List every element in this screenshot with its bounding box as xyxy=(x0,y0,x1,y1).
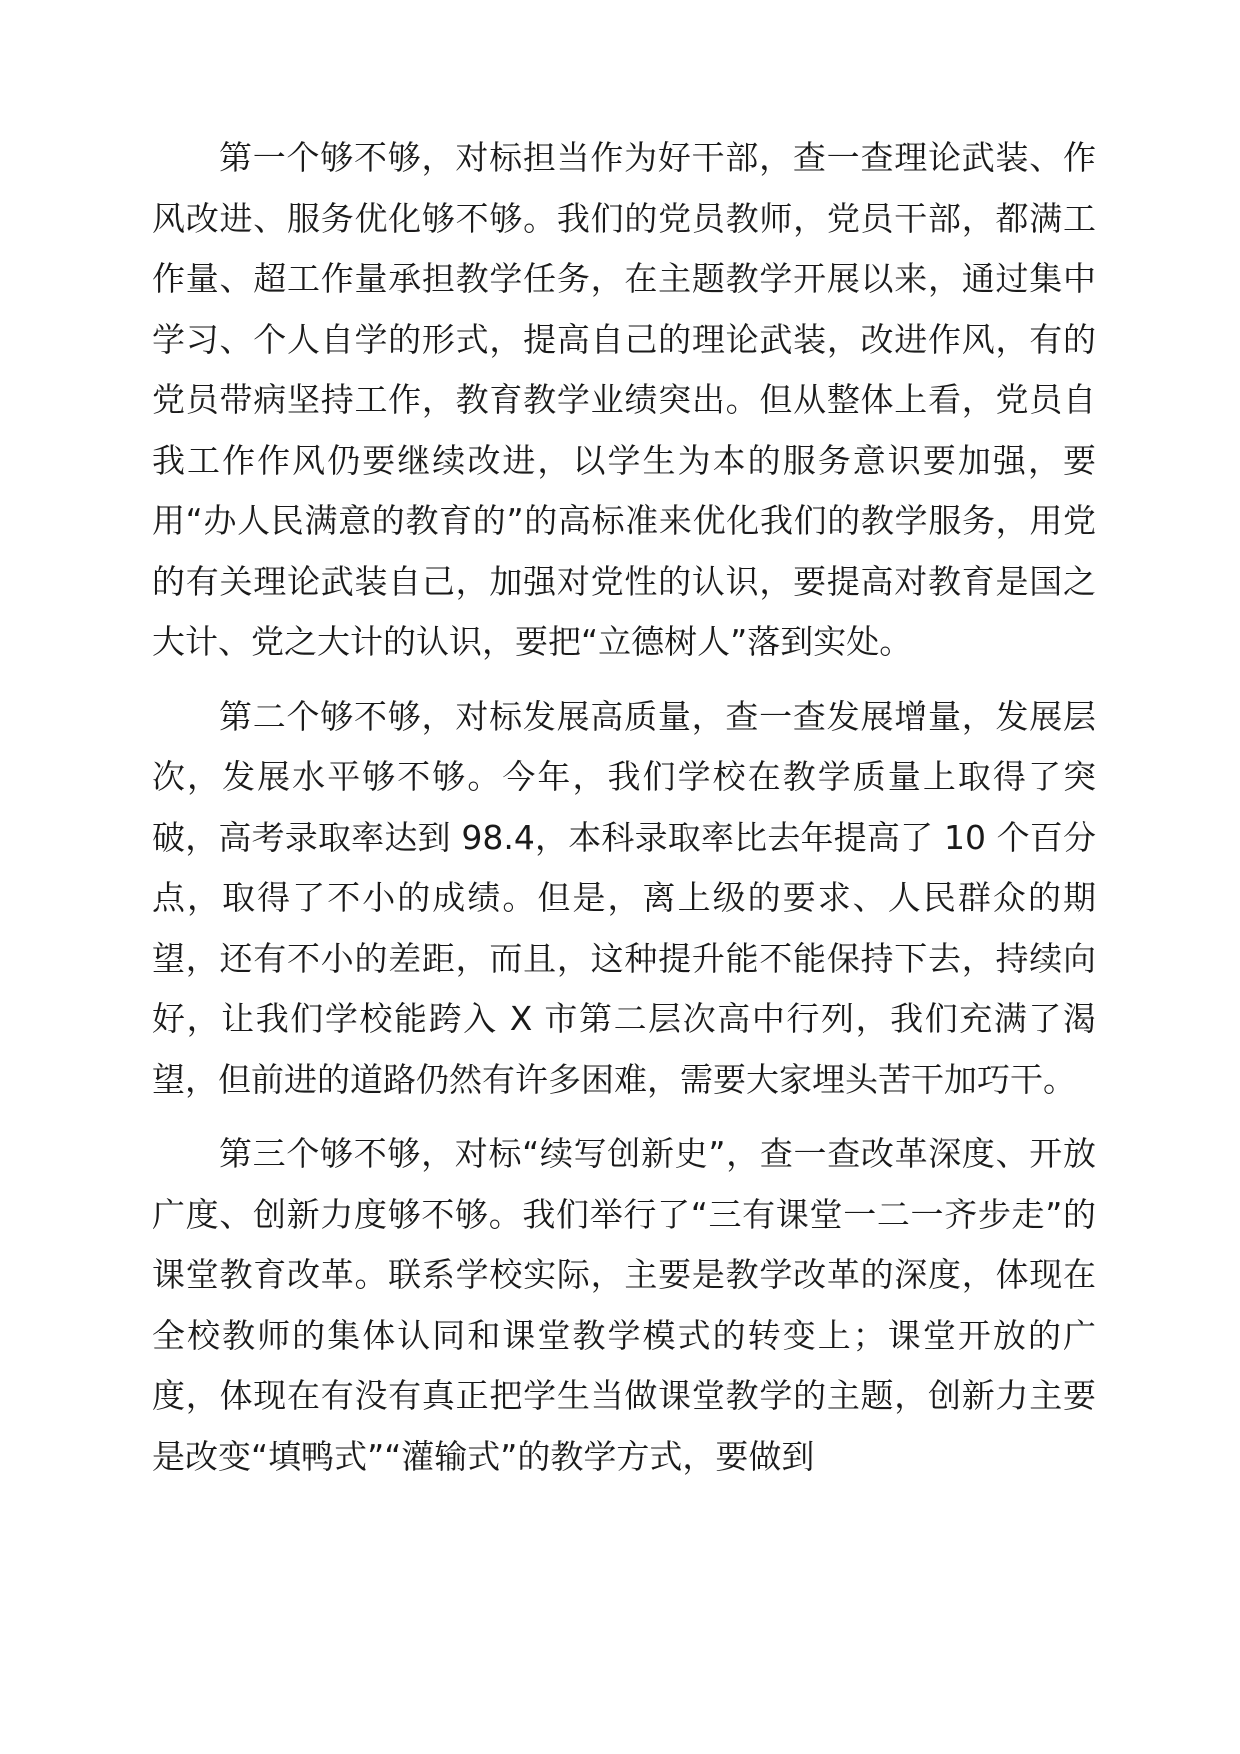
paragraph-1: 第一个够不够，对标担当作为好干部，查一查理论武装、作风改进、服务优化够不够。我们的党员教师，党员干部，都满工作量、超工作量承担教学任务，在主题教学开展以来，通过集中学习、个人自学的形式，提高自己的理论武装，改进作风，有的党员带病坚持工作，教育教学业绩突出。但从整体上看，党员自我工作作风仍要继续改进，以学生为本的服务意识要加强，要用“办人民满意的教育的”的高标准来优化我们的教学服务，用党的有关理论武装自己，加强对党性的认识，要提高对教育是国之大计、党之大计的认识，要把“立德树人”落到实处。 xyxy=(152,138,1096,661)
paragraph-2: 第二个够不够，对标发展高质量，查一查发展增量，发展层次，发展水平够不够。今年，我们学校在教学质量上取得了突破，高考录取率达到 98.4，本科录取率比去年提高了 10 个百分点，取得了不小的成绩。但是，离上级的要求、人民群众的期望，还有不小的差距，而且，这种提升能不能保持下去，持续向好，让我们学校能跨入 X 市第二层次高中行列，我们充满了渴望，但前进的道路仍然有许多困难，需要大家埋头苦干加巧干。 xyxy=(152,696,1096,1099)
paragraph-3: 第三个够不够，对标“续写创新史”，查一查改革深度、开放广度、创新力度够不够。我们举行了“三有课堂一二一齐步走”的课堂教育改革。联系学校实际，主要是教学改革的深度，体现在全校教师的集体认同和课堂教学模式的转变上；课堂开放的广度，体现在有没有真正把学生当做课堂教学的主题，创新力主要是改变“填鸭式”“灌输式”的教学方式，要做到 xyxy=(152,1134,1096,1476)
document-body xyxy=(152,128,1096,1501)
